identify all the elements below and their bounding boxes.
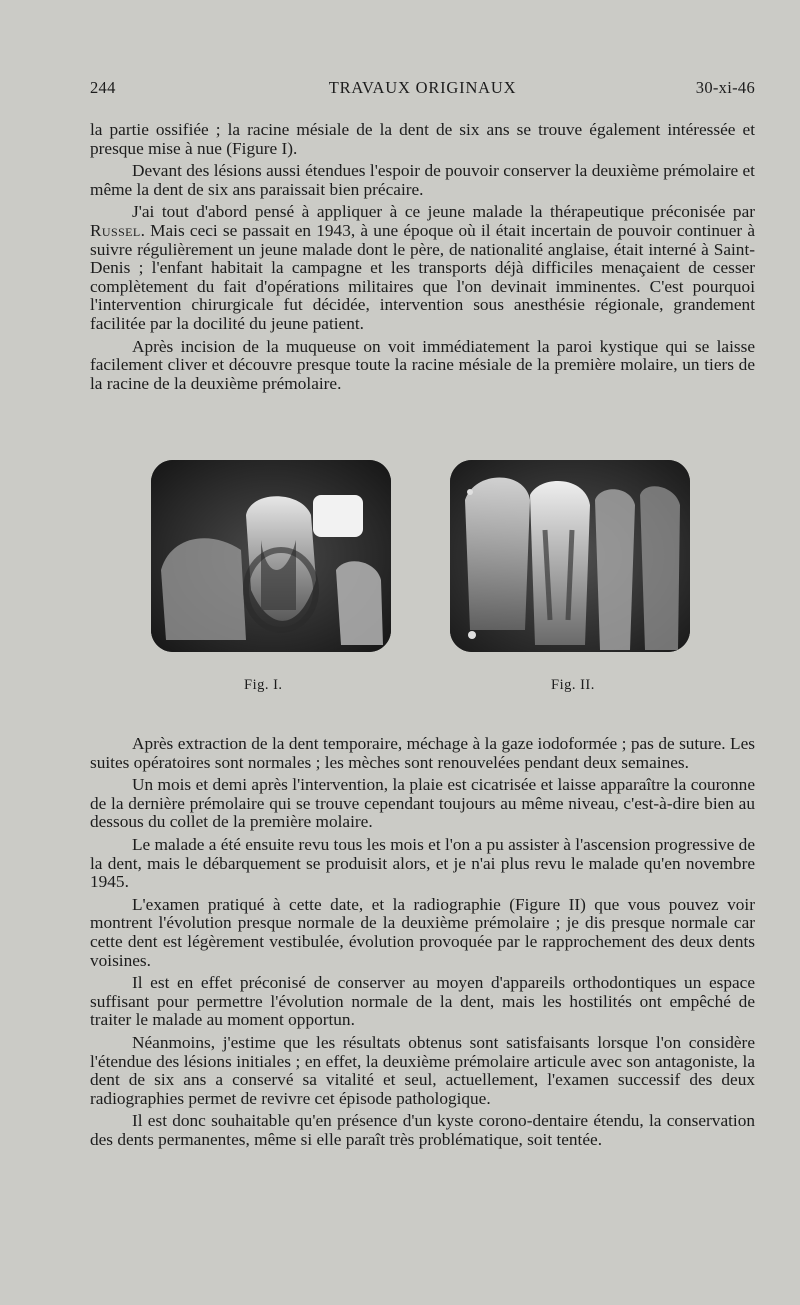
page-number: 244: [90, 78, 116, 97]
figure-caption-1: Fig. I.: [244, 677, 283, 693]
running-head: [90, 78, 755, 100]
paragraph-text: . Mais ceci se passait en 1943, à une époque où il était incertain de pouvoir continuer à suivre régulièrement un jeune malade dont le père, de nationalité anglaise, était interné à Saint-Denis ; l'enfant habitait la campagne et les transports déjà difficiles menaçaient de cesser complètement du fait d'opérations militaires que l'on devinait imminentes. C'est pourquoi l'intervention chirurgicale fut décidée, intervention sous anesthésie régionale, grandement facilitée par la docilité du jeune patient.: [90, 220, 755, 333]
paragraph: Il est donc souhaitable qu'en présence d'un kyste corono-dentaire étendu, la conservation des dents permanentes, même si elle paraît très problématique, soit tentée.: [90, 1111, 755, 1149]
paragraph: L'examen pratiqué à cette date, et la radiographie (Figure II) que vous pouvez voir montrent l'évolution presque normale de la deuxième prémolaire ; je dis presque normale car cette dent est légèrement vestibulée, évolution provoquée par le rapprochement des deux dents voisines.: [90, 894, 755, 970]
figure-caption-2: Fig. II.: [551, 677, 595, 693]
radiograph-figure-1: [151, 460, 391, 652]
author-name: Russel: [90, 220, 141, 240]
text-block-bottom: [90, 735, 755, 1153]
running-title: TRAVAUX ORIGINAUX: [328, 78, 517, 97]
radiograph-figure-2: [450, 460, 690, 652]
paragraph: Après incision de la muqueuse on voit immédiatement la paroi kystique qui se laisse facilement cliver et découvre presque toute la racine mésiale de la première molaire, un tiers de la racine de la deuxième prémolaire.: [90, 336, 755, 393]
paragraph: Devant des lésions aussi étendues l'espoir de pouvoir conserver la deuxième prémolaire et même la dent de six ans paraissait bien précaire.: [90, 161, 755, 199]
radiograph-image: [450, 460, 690, 652]
paragraph: Néanmoins, j'estime que les résultats obtenus sont satisfaisants lorsque l'on considère l'étendue des lésions initiales ; en effet, la deuxième prémolaire articule avec son antagoniste, la dent de six ans a conservé sa vitalité et seul, actuellement, l'examen successif des deux radiographies permet de revivre cet épisode pathologique.: [90, 1032, 755, 1108]
paragraph: [90, 203, 755, 333]
text-block-top: [90, 121, 755, 397]
paragraph: Il est en effet préconisé de conserver au moyen d'appareils orthodontiques un espace suffisant pour permettre l'évolution normale de la dent, mais les hostilités ont empêché de traiter le malade au moment opportun.: [90, 973, 755, 1030]
paragraph: la partie ossifiée ; la racine mésiale de la dent de six ans se trouve également intéressée et presque mise à nue (Figure I).: [90, 120, 755, 158]
radiograph-image: [151, 460, 391, 652]
paragraph: Un mois et demi après l'intervention, la plaie est cicatrisée et laisse apparaître la couronne de la dernière prémolaire qui se trouve cependant toujours au même niveau, c'est-à-dire bien au dessous du collet de la première molaire.: [90, 775, 755, 832]
issue-date: 30-xi-46: [695, 78, 755, 97]
paragraph: Après extraction de la dent temporaire, méchage à la gaze iodoformée ; pas de suture. Les suites opératoires sont normales ; les mèches sont renouvelées pendant deux semaines.: [90, 734, 755, 772]
paragraph: Le malade a été ensuite revu tous les mois et l'on a pu assister à l'ascension progressive de la dent, mais le débarquement se produisit alors, et je n'ai plus revu le malade qu'en novembre 1945.: [90, 834, 755, 892]
paragraph-text: J'ai tout d'abord pensé à appliquer à ce jeune malade la thérapeutique préconisée par: [132, 202, 755, 222]
